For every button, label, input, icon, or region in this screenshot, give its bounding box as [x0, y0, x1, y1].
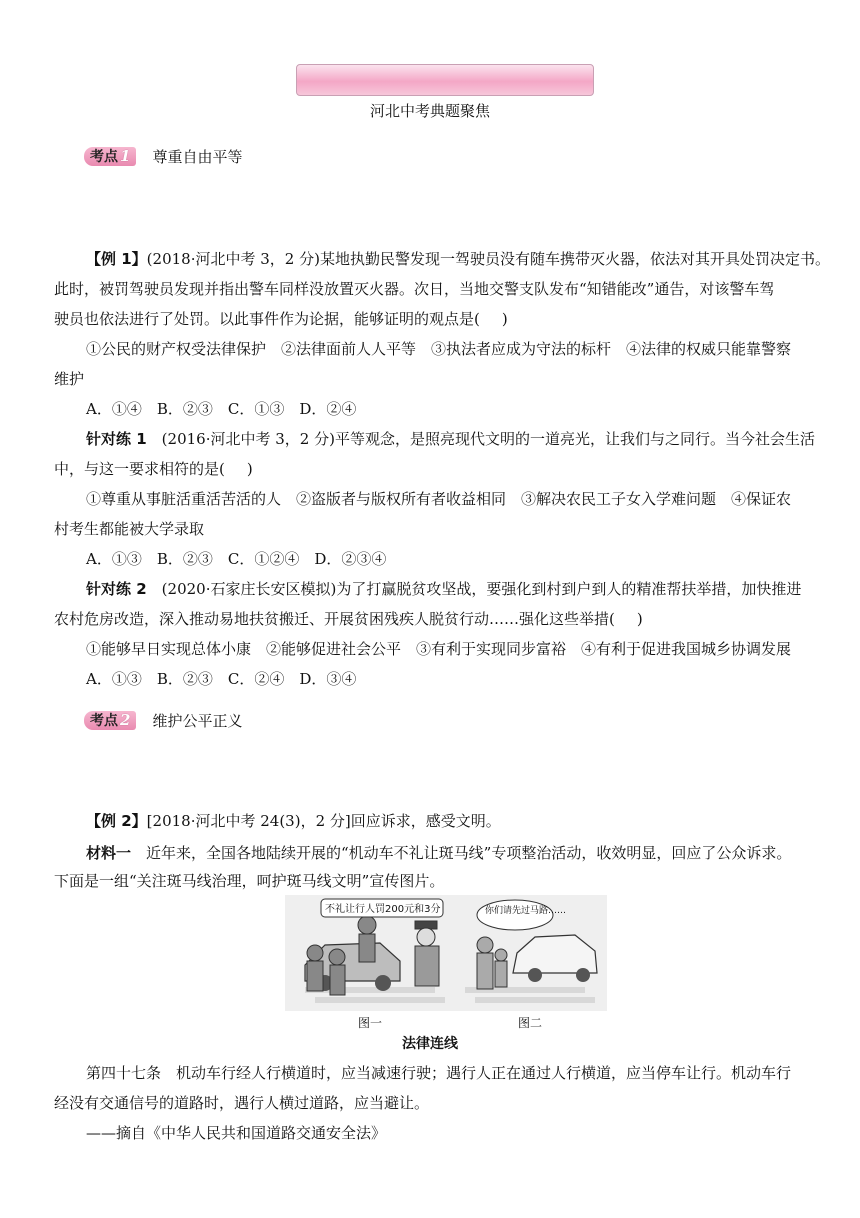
law-source: ——摘自《中华人民共和国道路交通安全法》: [86, 1124, 387, 1142]
practice-2-options-1: ①能够早日实现总体小康 ②能够促进社会公平 ③有利于实现同步富裕 ④有利于促进我国城乡协调发展: [86, 640, 792, 658]
practice-text: (2020·石家庄长安区模拟)为了打赢脱贫攻坚战，要强化到村到户到人的精准帮扶举措，加快推进: [146, 580, 802, 598]
figure-1-caption: 图一: [358, 1016, 383, 1030]
practice-2-line-2: [54, 604, 643, 634]
practice-1-options-1: ①尊重从事脏活重活苦活的人 ②盗版者与版权所有者收益相同 ③解决农民工子女入学难问题 ④保证农: [86, 490, 792, 508]
figure-2-caption: 图二: [518, 1016, 543, 1030]
example-1-options-2: 维护: [54, 370, 85, 388]
practice-text-end: ): [246, 460, 253, 478]
material-text: 近年来，全国各地陆续开展的“机动车不礼让斑马线”专项整治活动，收效明显，回应了公众诉求。: [131, 844, 792, 862]
section-title: 维护公平正义: [152, 711, 243, 730]
fig1-bubble-text: 不礼让行人罚200元和3分: [325, 904, 441, 915]
law-text-line-1: 第四十七条 机动车行经人行横道时，应当减速行驶；遇行人正在通过人行横道，应当停车让行。机动车行: [86, 1064, 792, 1082]
example-label: 【例 2】: [86, 812, 147, 830]
fig2-bubble-text: 你们请先过马路……: [485, 906, 567, 916]
example-1-line-2: 此时，被罚驾驶员发现并指出警车同样没放置灭火器。次日，当地交警支队发布“知错能改”通告，对该警车驾: [54, 280, 775, 298]
practice-text: 中，与这一要求相符的是(: [54, 460, 225, 478]
section-badge: [84, 711, 136, 730]
example-1-line-1: [86, 244, 830, 274]
practice-label: 针对练 2: [86, 580, 147, 598]
example-text-end: ): [501, 310, 508, 328]
practice-text-end: ): [636, 610, 643, 628]
example-text: 驶员也依法进行了处罚。以此事件作为论据，能够证明的观点是(: [54, 310, 480, 328]
practice-1-answers: A．①③ B．②③ C．①②④ D．②③④: [86, 550, 387, 568]
example-text: [2018·河北中考 24(3)，2 分]回应诉求，感受文明。: [146, 812, 501, 830]
material-line-1: [86, 838, 791, 868]
example-2-line-1: [86, 806, 501, 836]
section-title: 尊重自由平等: [152, 147, 243, 166]
practice-text: 农村危房改造，深入推动易地扶贫搬迁、开展贫困残疾人脱贫行动……强化这些举措(: [54, 610, 615, 628]
practice-text: (2016·河北中考 3，2 分)平等观念，是照亮现代文明的一道亮光，让我们与之同行。当今社会生活: [146, 430, 815, 448]
badge-number: 2: [120, 711, 131, 729]
practice-2-answers: A．①③ B．②③ C．②④ D．③④: [86, 670, 357, 688]
page-title: 河北中考典题聚焦: [369, 102, 490, 120]
practice-2-line-1: [86, 574, 801, 604]
law-section-title: 法律连线: [402, 1036, 458, 1052]
badge-label: 考点: [90, 149, 118, 165]
example-1-line-3: [54, 304, 508, 334]
example-label: 【例 1】: [86, 250, 147, 268]
practice-1-line-2: [54, 454, 253, 484]
example-1-options-1: ①公民的财产权受法律保护 ②法律面前人人平等 ③执法者应成为守法的标杆 ④法律的权威只能靠警察: [86, 340, 792, 358]
example-text: (2018·河北中考 3，2 分)某地执勤民警发现一驾驶员没有随车携带灭火器，依法对其开具处罚决定书。: [146, 250, 830, 268]
cartoon-image: [285, 895, 607, 1011]
crosswalk-illustration: [285, 895, 607, 1011]
section-heading-1: [84, 146, 242, 166]
header-banner: [296, 64, 594, 96]
badge-number: 1: [120, 147, 131, 165]
section-heading-2: [84, 710, 242, 730]
practice-1-options-2: 村考生都能被大学录取: [54, 520, 205, 538]
section-badge: [84, 147, 136, 166]
material-line-2: 下面是一组“关注斑马线治理，呵护斑马线文明”宣传图片。: [54, 872, 445, 890]
material-label: 材料一: [86, 844, 132, 862]
practice-1-line-1: [86, 424, 815, 454]
badge-label: 考点: [90, 713, 118, 729]
example-1-answers: A．①④ B．②③ C．①③ D．②④: [86, 400, 357, 418]
law-text-line-2: 经没有交通信号的道路时，遇行人横过道路，应当避让。: [54, 1094, 430, 1112]
practice-label: 针对练 1: [86, 430, 147, 448]
